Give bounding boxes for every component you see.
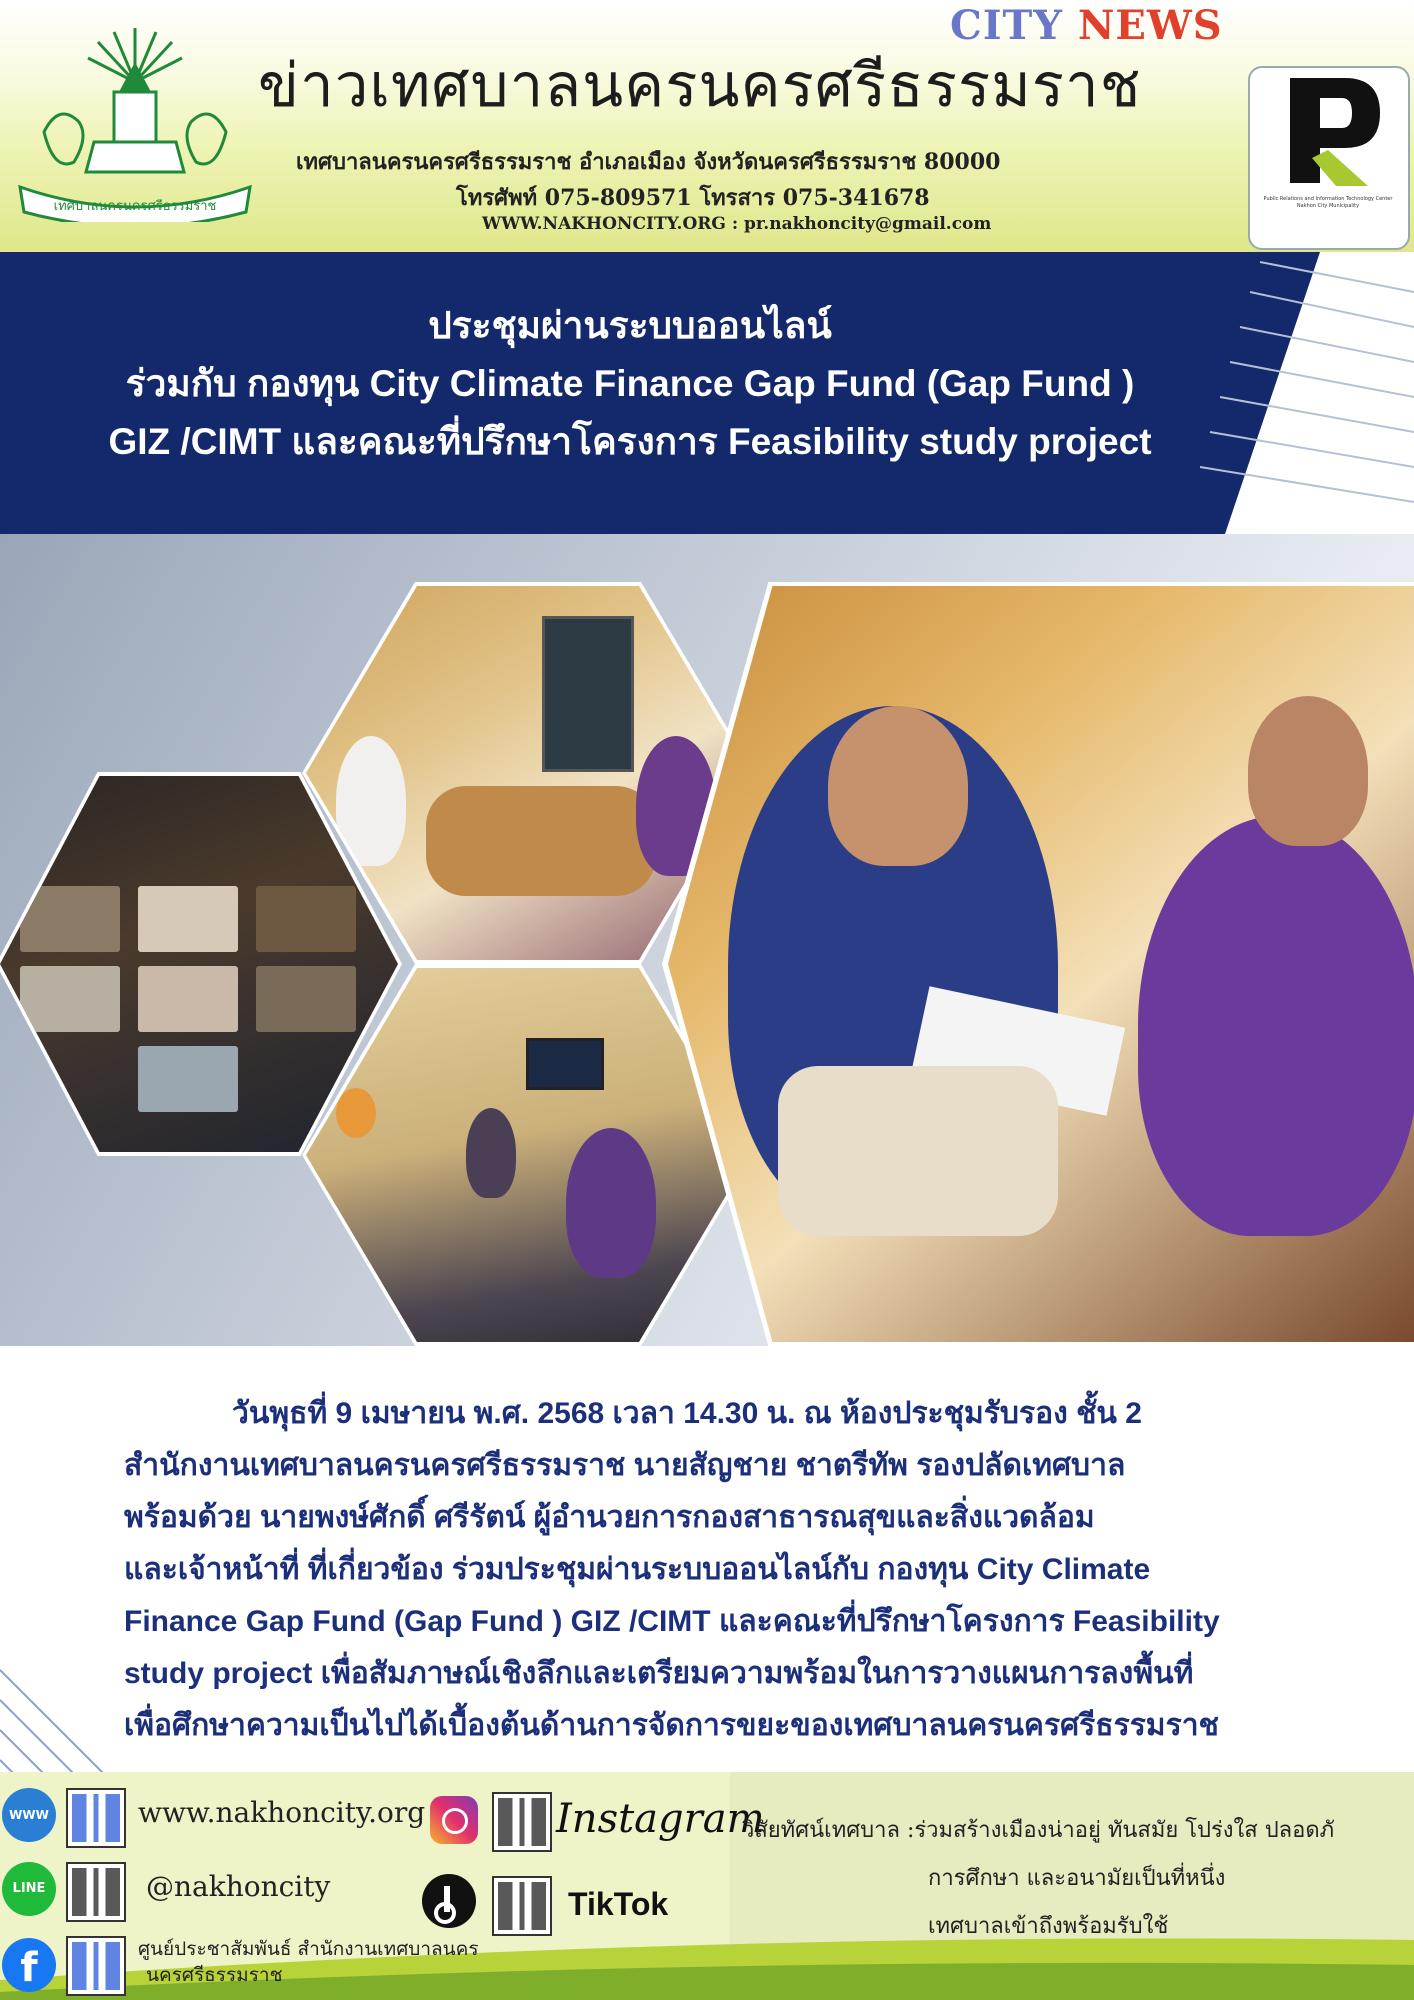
facebook-qr-code [66, 1936, 126, 1996]
tiktok-icon[interactable] [422, 1874, 476, 1928]
news-body [124, 1388, 1344, 1752]
official-right-face [1248, 696, 1368, 846]
line-handle[interactable]: @nakhoncity [146, 1870, 331, 1903]
facebook-icon[interactable]: f [2, 1938, 56, 1992]
body-line: วันพุธที่ 9 เมษายน พ.ศ. 2568 เวลา 14.30 น. ณ ห้องประชุมรับรอง ชั้น 2 [232, 1397, 1142, 1430]
city-news-label [950, 2, 1223, 49]
video-tile [138, 886, 238, 952]
tiktok-label[interactable]: TikTok [568, 1886, 669, 1922]
table [426, 786, 656, 896]
facebook-page-name-2[interactable]: นครศรีธรรมราช [146, 1964, 283, 1986]
municipality-seal-logo [14, 22, 256, 222]
city-word: CITY [950, 2, 1063, 49]
official-right [1138, 816, 1414, 1236]
header-address: เทศบาลนครนครศรีธรรมราช อำเภอเมือง จังหวัดนครศรีธรรมราช 80000 [296, 149, 1001, 175]
facebook-page-name[interactable]: ศูนย์ประชาสัมพันธ์ สำนักงานเทศบาลนคร [138, 1938, 479, 1960]
vision-line-1: วิสัยทัศน์เทศบาล :ร่วมสร้างเมืองน่าอยู่ ทันสมัย โปร่งใส ปลอดภั [742, 1818, 1335, 1843]
map-board [542, 616, 634, 772]
body-line: สำนักงานเทศบาลนครนครศรีธรรมราช นายสัญชาย ชาตรีทัพ รองปลัดเทศบาล [124, 1449, 1126, 1482]
pr-logo-caption: Public Relations and Information Technology Center Nakhon City Municipality [1263, 196, 1393, 209]
body-line: Finance Gap Fund (Gap Fund ) GIZ /CIMT และคณะที่ปรึกษาโครงการ Feasibility [124, 1605, 1220, 1638]
instagram-label[interactable]: Instagram [556, 1796, 765, 1842]
flower-vase [336, 1088, 376, 1138]
photo-officials-reviewing-documents [668, 586, 1414, 1342]
official-left-face [828, 706, 968, 866]
body-line: พร้อมด้วย นายพงษ์ศักดิ์ ศรีรัตน์ ผู้อำนวยการกองสาธารณสุขและสิ่งแวดล้อม [124, 1501, 1095, 1534]
header-web-email: WWW.NAKHONCITY.ORG : pr.nakhoncity@gmail.com [482, 214, 992, 234]
headline-line-1: ประชุมผ่านระบบออนไลน์ [428, 305, 832, 346]
pr-center-logo [1248, 66, 1410, 250]
website-link[interactable]: www.nakhoncity.org [138, 1796, 426, 1829]
body-line: study project เพื่อสัมภาษณ์เชิงลึกและเตรียมความพร้อมในการวางแผนการลงพื้นที่ [124, 1657, 1194, 1690]
headline-line-2: ร่วมกับ กองทุน City Climate Finance Gap Fund (Gap Fund ) [125, 363, 1135, 404]
participant [566, 1128, 656, 1278]
video-tile [20, 966, 120, 1032]
news-word: NEWS [1077, 2, 1223, 49]
body-line: เพื่อศึกษาความเป็นไปได้เบื้องต้นด้านการจัดการขยะของเทศบาลนครนครศรีธรรมราช [124, 1709, 1219, 1742]
tiktok-qr-code [492, 1876, 552, 1936]
headline-line-3: GIZ /CIMT และคณะที่ปรึกษาโครงการ Feasibility study project [108, 421, 1152, 462]
line-app-icon[interactable]: LINE [2, 1862, 56, 1916]
header-phone: โทรศัพท์ 075-809571 โทรสาร 075-341678 [456, 185, 930, 211]
website-qr-code [66, 1788, 126, 1848]
masthead-title: ข่าวเทศบาลนครนครศรีธรรมราช [258, 51, 1142, 121]
www-globe-icon[interactable]: WWW [2, 1788, 56, 1842]
video-tile [138, 1046, 238, 1112]
video-tile [256, 886, 356, 952]
instagram-qr-code [492, 1792, 552, 1852]
pr-letter-icon [1250, 68, 1408, 192]
tv-screen [526, 1038, 604, 1090]
vision-line-2: การศึกษา และอนามัยเป็นที่หนึ่ง [928, 1866, 1226, 1891]
cushion [778, 1066, 1058, 1236]
vision-line-3: เทศบาลเข้าถึงพร้อมรับใช้ [928, 1914, 1169, 1939]
line-qr-code [66, 1862, 126, 1922]
video-tile [256, 966, 356, 1032]
instagram-icon[interactable] [430, 1796, 478, 1844]
participant [466, 1108, 516, 1198]
body-line: และเจ้าหน้าที่ ที่เกี่ยวข้อง ร่วมประชุมผ่านระบบออนไลน์กับ กองทุน City Climate [124, 1553, 1151, 1586]
video-tile [138, 966, 238, 1032]
seal-caption: เทศบาลนครนครศรีธรรมราช [53, 199, 217, 214]
